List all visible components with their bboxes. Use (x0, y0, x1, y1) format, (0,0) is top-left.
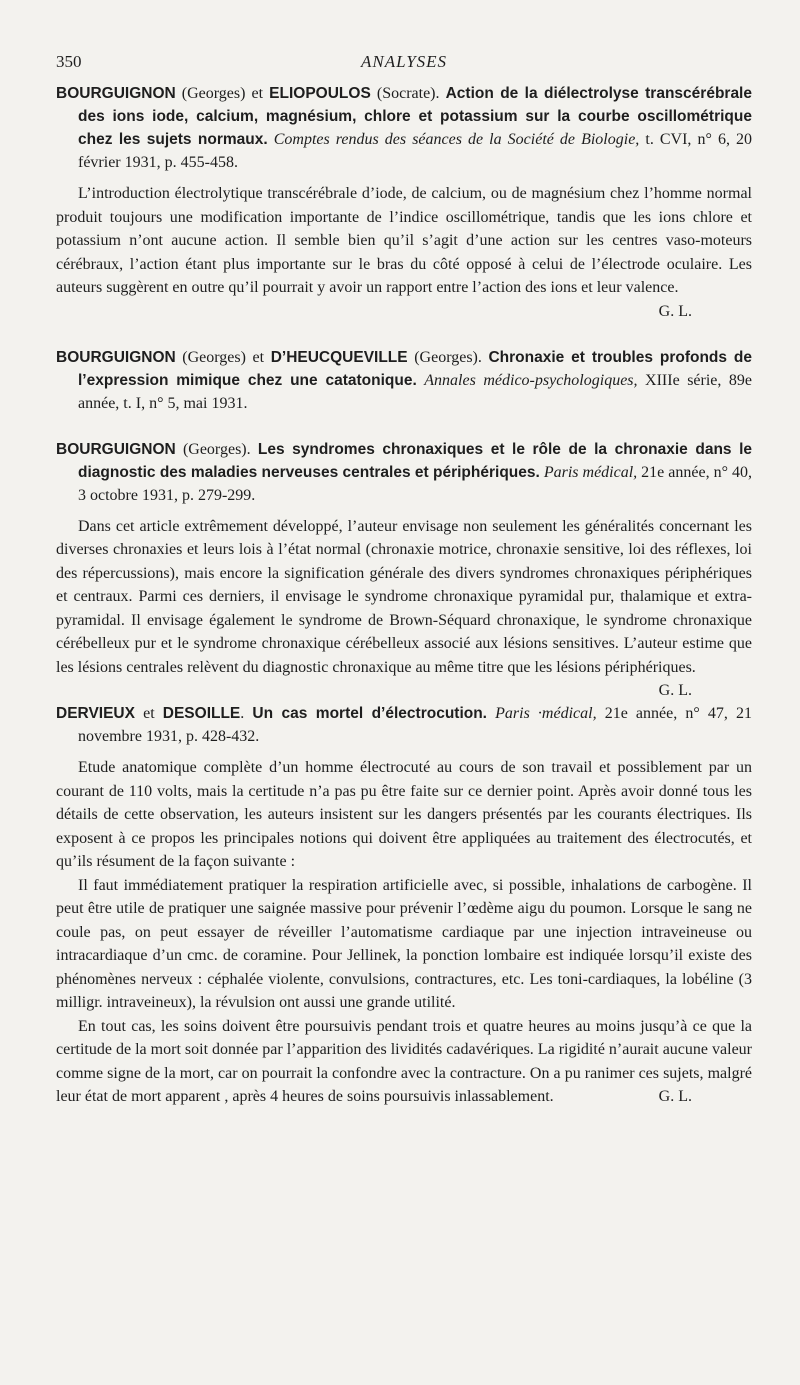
citation (56, 82, 752, 174)
coauthor-details: (Socrate). (370, 85, 446, 102)
review-entry (56, 438, 753, 699)
journal-name: Paris médical, (543, 463, 638, 481)
review-entry (56, 346, 752, 415)
article-title: Chronaxie et troubles profonds de l’expression mimique chez une catatonique. (78, 348, 752, 389)
citation (56, 702, 752, 748)
page-number: 350 (56, 52, 82, 71)
journal-name: Annales médico-psychologiques, (424, 371, 638, 389)
author-name: BOURGUIGNON (56, 85, 176, 102)
citation (56, 346, 752, 415)
review-entry (56, 82, 752, 323)
author-name: DERVIEUX (56, 705, 135, 722)
abstract-paragraph: Etude anatomique complète d’un homme électrocuté au cours de son travail et possiblement par un courant de 110 volts, mais la certitude n’a pas pu être faite sur ce dernier point. Après avoir donné tous les détails de cette observation, les auteurs insistent sur les dangers présentés par les courants électriques. Ils exposent à ce propos les principales notions qui doivent être appliquées au traitement des électrocutés, et qu’ils résument de la façon suivante : (56, 759, 752, 870)
author-details: (Georges) et (175, 348, 271, 366)
author-name: BOURGUIGNON (56, 348, 176, 366)
coauthor-name: D’HEUCQUEVILLE (270, 348, 408, 366)
coauthor-name: ELIOPOULOS (269, 85, 371, 102)
author-details: (Georges). (175, 440, 258, 458)
abstract-text: L’introduction électrolytique transcérébrale d’iode, de calcium, ou de magnésium chez l’homme normal produit toujours une modification importante de l’indice oscillométrique, tandis que les ions chlore et potassium n’ont aucune action. Il semble bien qu’il s’agit d’une action sur les centres vaso-moteurs cérébraux, l’action étant plus importante sur le bras du côté opposé à celui de l’électrode oculaire. Les auteurs suggèrent en outre qu’il pourrait y avoir un rapport entre l’action des ions et leur valence. (56, 185, 752, 296)
page (56, 52, 752, 1132)
reviewer-signature: G. L. (658, 302, 692, 320)
running-title: ANALYSES (360, 52, 448, 71)
review-entry (56, 702, 752, 1109)
coauthor-details: (Georges). (407, 348, 489, 366)
article-title: Un cas mortel d’électrocution. (252, 705, 487, 722)
reviewer-signature: G. L. (658, 1088, 692, 1105)
author-details: et (134, 705, 163, 722)
abstract-paragraph (56, 1015, 752, 1109)
running-head (56, 52, 752, 82)
journal-reference: XIIIe série, 89e année, t. I, n° 5, mai 1931. (78, 371, 753, 412)
article-title: Action de la diélectrolyse transcérébrale des ions iode, calcium, magnésium, chlore et potassium sur la courbe oscillométrique chez les sujets normaux. (78, 85, 752, 148)
citation (56, 438, 752, 507)
journal-name: Paris ·médical, (495, 705, 597, 722)
journal-reference: 21e année, n° 47, 21 novembre 1931, p. 428-432. (78, 705, 753, 745)
journal-reference: t. CVI, n° 6, 20 février 1931, p. 455-458. (78, 131, 753, 171)
abstract-body: En tout cas, les soins doivent être poursuivis pendant trois et quatre heures au moins jusqu’à ce que la certitude de la mort soit donnée par l’apparition des lividités cadavériques. La rigidité n’aurait aucune valeur comme signe de la mort, car on pourrait la confondre avec la contracture. On a pu ranimer ces sujets, malgré leur état de mort apparent , après 4 heures de soins poursuivis inlassablement. (56, 1017, 752, 1105)
author-name: BOURGUIGNON (56, 440, 176, 458)
journal-reference: 21e année, n° 40, 3 octobre 1931, p. 279-299. (78, 463, 753, 504)
abstract-text (56, 515, 752, 699)
author-details: (Georges) et (175, 85, 270, 102)
abstract-paragraph: Il faut immédiatement pratiquer la respiration artificielle avec, si possible, inhalations de carbogène. Il peut être utile de pratiquer une saignée massive pour prévenir l’œdème aigu du poumon. Lorsque le sang ne coule pas, on peut essayer de réveiller l’automatisme cardiaque par une injection intraveineuse ou intracardiaque d’un cmc. de coramine. Pour Jellinek, la ponction lombaire est indiquée lorsqu’il existe des phénomènes nerveux : céphalée violente, convulsions, contractures, etc. Les toni-cardiaques, la lobéline (3 milligr. intraveineux), la révulsion ont aussi une grande utilité. (56, 876, 752, 1011)
reviewer-signature: G. L. (658, 682, 692, 699)
coauthor-details: . (240, 705, 253, 722)
coauthor-name: DESOILLE (162, 705, 241, 722)
journal-name: Comptes rendus des séances de la Société de Biologie, (273, 131, 640, 148)
abstract-body: Dans cet article extrêmement développé, l’auteur envisage non seulement les généralités concernant les diverses chronaxies et leurs lois à l’état normal (chronaxie motrice, chronaxie sensitive, loi des réflexes, loi des répercussions), mais encore la signification générale des divers syndromes chronaxiques périphériques et centraux. Parmi ces derniers, il envisage le syndrome chronaxique pyramidal pur, thalamique et extra-pyramidal. Il envisage également le syndrome de Brown-Séquard chronaxique, le syndrome chronaxique cérébelleux pur et le syndrome chronaxique cérébelleux associé aux lésions sensitives. L’auteur estime que les lésions centrales relèvent du diagnostic chronaxique au même titre que les lésions périphériques. (56, 517, 752, 676)
article-title: Les syndromes chronaxiques et le rôle de la chronaxie dans le diagnostic des maladies nerveuses centrales et périphériques. (78, 440, 753, 481)
